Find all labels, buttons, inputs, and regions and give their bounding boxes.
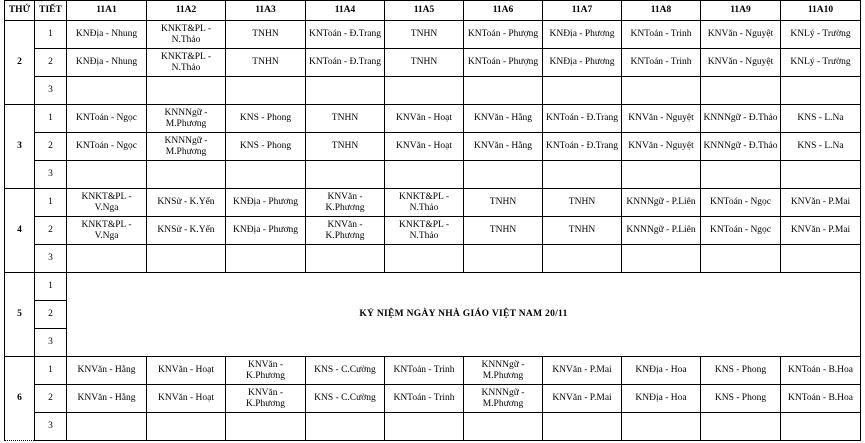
lesson-cell: [147, 217, 226, 245]
lesson-cell: [226, 77, 306, 105]
lesson-cell: [622, 105, 701, 133]
lesson-cell: [622, 217, 701, 245]
holiday-notice: KỶ NIỆM NGÀY NHÀ GIÁO VIỆT NAM 20/11: [67, 273, 861, 357]
lesson-text: KNVăn - Hoạt: [396, 141, 452, 151]
lesson-text: KNĐịa - Phương: [549, 57, 615, 67]
lesson-text: KNS - L.Na: [797, 113, 844, 123]
lesson-text: KNVăn - Hằng: [77, 393, 136, 403]
lesson-cell: [781, 49, 861, 77]
lesson-cell: [306, 189, 385, 217]
lesson-cell: [543, 385, 622, 413]
lesson-cell: [67, 385, 147, 413]
lesson-text: KNĐịa - Phương: [232, 225, 299, 235]
lesson-text: KNĐịa - Nhung: [75, 29, 138, 39]
lesson-cell: [781, 21, 861, 49]
lesson-cell: [385, 357, 464, 385]
lesson-text: KNS - Phong: [239, 141, 292, 151]
lesson-cell: [701, 161, 781, 189]
lesson-cell: [306, 77, 385, 105]
lesson-text: KNKT&PL - N.Thảo: [398, 191, 450, 213]
header-day: THỨ: [5, 1, 35, 21]
lesson-cell: [781, 105, 861, 133]
lesson-cell: [306, 413, 385, 441]
lesson-cell: [306, 21, 385, 49]
lesson-text: KNNNgữ - M.Phương: [164, 135, 208, 157]
lesson-cell: [306, 357, 385, 385]
day-label: 6: [5, 357, 35, 441]
lesson-cell: [543, 133, 622, 161]
lesson-cell: [464, 357, 543, 385]
period-number: 2: [35, 385, 67, 413]
lesson-text: TNHN: [489, 197, 517, 207]
lesson-cell: [385, 217, 464, 245]
lesson-cell: [306, 133, 385, 161]
lesson-cell: [701, 357, 781, 385]
lesson-text: KNS - C.Cường: [314, 365, 376, 375]
lesson-cell: [226, 189, 306, 217]
period-number: 2: [35, 49, 67, 77]
lesson-cell: [226, 21, 306, 49]
lesson-cell: [622, 245, 701, 273]
period-number: 1: [35, 105, 67, 133]
lesson-cell: [67, 21, 147, 49]
lesson-cell: [781, 217, 861, 245]
lesson-cell: [781, 161, 861, 189]
lesson-text: TNHN: [331, 141, 359, 151]
period-row: [5, 245, 861, 273]
lesson-text: KNNNgữ - Đ.Thảo: [703, 113, 778, 123]
header-class-11a1: 11A1: [67, 1, 147, 21]
lesson-text: KNNNgữ - Đ.Thảo: [703, 141, 778, 151]
lesson-text: KNKT&PL - N.Thảo: [398, 219, 450, 241]
lesson-cell: [701, 217, 781, 245]
lesson-cell: [464, 161, 543, 189]
lesson-cell: [226, 49, 306, 77]
lesson-cell: [701, 105, 781, 133]
period-number: 3: [35, 161, 67, 189]
lesson-cell: [226, 245, 306, 273]
lesson-text: KNVăn - Nguyệt: [628, 141, 694, 151]
lesson-text: KNVăn - Hoạt: [158, 393, 214, 403]
lesson-cell: [385, 385, 464, 413]
lesson-cell: [781, 77, 861, 105]
lesson-text: KNLý - Trường: [790, 29, 851, 39]
lesson-cell: [781, 385, 861, 413]
lesson-text: KNVăn - Hằng: [473, 141, 533, 151]
lesson-cell: [385, 49, 464, 77]
lesson-text: KNNNgữ - M.Phương: [481, 387, 525, 409]
lesson-cell: [464, 105, 543, 133]
period-number: 1: [35, 21, 67, 49]
lesson-cell: [701, 49, 781, 77]
period-row: [5, 21, 861, 49]
lesson-cell: [67, 413, 147, 441]
period-row: [5, 133, 861, 161]
lesson-text: KNĐịa - Phương: [232, 197, 299, 207]
period-number: 1: [35, 357, 67, 385]
lesson-text: KNĐịa - Nhung: [75, 57, 138, 67]
lesson-text: KNKT&PL - V.Nga: [81, 191, 132, 213]
lesson-text: KNSử - K.Yến: [157, 225, 215, 235]
lesson-text: KNSử - K.Yến: [157, 197, 215, 207]
lesson-text: KNKT&PL - V.Nga: [81, 219, 132, 241]
lesson-cell: [543, 189, 622, 217]
lesson-cell: [226, 133, 306, 161]
lesson-cell: [622, 77, 701, 105]
period-row: [5, 357, 861, 385]
lesson-text: KNS - Phong: [714, 393, 767, 403]
lesson-cell: [701, 385, 781, 413]
lesson-text: TNHN: [252, 57, 279, 67]
lesson-cell: [701, 77, 781, 105]
lesson-cell: [306, 385, 385, 413]
lesson-cell: [147, 77, 226, 105]
lesson-cell: [622, 161, 701, 189]
lesson-cell: [147, 189, 226, 217]
lesson-cell: [306, 245, 385, 273]
lesson-cell: [306, 105, 385, 133]
lesson-text: KNVăn - P.Mai: [790, 225, 851, 235]
lesson-text: KNToán - B.Hoa: [787, 393, 854, 403]
header-class-11a8: 11A8: [622, 1, 701, 21]
lesson-text: KNKT&PL - N.Thảo: [160, 23, 212, 45]
lesson-cell: [226, 357, 306, 385]
lesson-text: KNToán - Đ.Trang: [545, 113, 619, 123]
header-class-11a4: 11A4: [306, 1, 385, 21]
lesson-text: KNVăn - K.Phương: [325, 191, 365, 213]
period-row: [5, 49, 861, 77]
lesson-text: KNNNgữ - P.Liên: [626, 225, 696, 235]
lesson-text: KNVăn - K.Phương: [325, 219, 365, 241]
period-number: 2: [35, 133, 67, 161]
lesson-cell: [67, 245, 147, 273]
lesson-text: KNToán - Phượng: [467, 57, 539, 67]
lesson-text: KNToán - Đ.Trang: [308, 29, 382, 39]
period-number: 3: [35, 329, 67, 357]
lesson-cell: [67, 357, 147, 385]
lesson-cell: [385, 133, 464, 161]
period-row: [5, 161, 861, 189]
lesson-cell: [385, 105, 464, 133]
lesson-cell: [701, 189, 781, 217]
lesson-text: KNVăn - Hằng: [77, 365, 136, 375]
lesson-text: TNHN: [331, 113, 359, 123]
lesson-text: KNToán - B.Hoa: [787, 365, 854, 375]
lesson-cell: [147, 161, 226, 189]
timetable-body: [5, 21, 861, 441]
lesson-cell: [67, 49, 147, 77]
lesson-cell: [622, 385, 701, 413]
lesson-cell: [464, 245, 543, 273]
day-label: 5: [5, 273, 35, 357]
header-class-11a3: 11A3: [226, 1, 306, 21]
lesson-cell: [67, 217, 147, 245]
lesson-text: TNHN: [410, 57, 438, 67]
period-row: [5, 413, 861, 441]
lesson-cell: [781, 133, 861, 161]
lesson-cell: [147, 49, 226, 77]
lesson-text: TNHN: [489, 225, 517, 235]
lesson-cell: [226, 385, 306, 413]
lesson-cell: [543, 21, 622, 49]
period-row: [5, 77, 861, 105]
lesson-text: KNVăn - Hoạt: [158, 365, 214, 375]
lesson-text: KNVăn - Nguyệt: [707, 29, 774, 39]
lesson-text: TNHN: [252, 29, 279, 39]
header-period: TIẾT: [35, 1, 67, 21]
header-class-11a10: 11A10: [781, 1, 861, 21]
lesson-cell: [543, 49, 622, 77]
header-class-11a7: 11A7: [543, 1, 622, 21]
lesson-cell: [543, 217, 622, 245]
lesson-cell: [464, 413, 543, 441]
period-number: 2: [35, 217, 67, 245]
lesson-cell: [781, 245, 861, 273]
lesson-cell: [781, 189, 861, 217]
lesson-text: KNVăn - K.Phương: [246, 359, 285, 381]
lesson-text: KNVăn - P.Mai: [552, 365, 612, 375]
lesson-cell: [67, 77, 147, 105]
lesson-text: KNToán - Trinh: [630, 57, 692, 67]
lesson-text: KNNNgữ - M.Phương: [481, 359, 525, 381]
lesson-cell: [226, 161, 306, 189]
period-number: 3: [35, 413, 67, 441]
lesson-cell: [464, 385, 543, 413]
lesson-cell: [147, 357, 226, 385]
lesson-cell: [543, 77, 622, 105]
lesson-text: KNToán - Ngọc: [75, 113, 138, 123]
lesson-cell: [543, 161, 622, 189]
lesson-text: KNToán - Phượng: [467, 29, 539, 39]
period-row: [5, 217, 861, 245]
lesson-cell: [385, 245, 464, 273]
lesson-cell: [147, 133, 226, 161]
lesson-text: KNS - C.Cường: [314, 393, 376, 403]
lesson-text: KNVăn - K.Phương: [246, 387, 285, 409]
lesson-cell: [701, 133, 781, 161]
lesson-cell: [147, 245, 226, 273]
lesson-cell: [385, 189, 464, 217]
lesson-cell: [464, 189, 543, 217]
lesson-text: KNVăn - P.Mai: [790, 197, 851, 207]
lesson-text: KNS - Phong: [714, 365, 767, 375]
lesson-cell: [306, 49, 385, 77]
period-row: [5, 385, 861, 413]
lesson-cell: [622, 49, 701, 77]
period-number: 2: [35, 301, 67, 329]
lesson-cell: [385, 161, 464, 189]
lesson-cell: [67, 133, 147, 161]
period-number: 3: [35, 77, 67, 105]
lesson-text: KNNNgữ - P.Liên: [626, 197, 696, 207]
lesson-text: KNToán - Đ.Trang: [545, 141, 619, 151]
lesson-cell: [622, 357, 701, 385]
lesson-cell: [622, 133, 701, 161]
lesson-cell: [781, 413, 861, 441]
lesson-text: TNHN: [410, 29, 438, 39]
lesson-cell: [67, 189, 147, 217]
lesson-text: KNS - L.Na: [797, 141, 844, 151]
lesson-cell: [385, 21, 464, 49]
lesson-cell: [622, 21, 701, 49]
lesson-text: KNĐịa - Hoa: [635, 393, 687, 403]
lesson-cell: [543, 105, 622, 133]
lesson-cell: [385, 413, 464, 441]
lesson-cell: [464, 217, 543, 245]
timetable: [4, 0, 861, 441]
lesson-cell: [147, 413, 226, 441]
lesson-cell: [226, 217, 306, 245]
lesson-text: KNNNgữ - M.Phương: [164, 107, 208, 129]
lesson-cell: [543, 357, 622, 385]
period-row: [5, 273, 861, 301]
period-number: 1: [35, 189, 67, 217]
lesson-text: TNHN: [568, 225, 596, 235]
lesson-cell: [701, 245, 781, 273]
lesson-cell: [464, 133, 543, 161]
lesson-text: KNVăn - Hằng: [473, 113, 533, 123]
lesson-cell: [385, 77, 464, 105]
lesson-text: KNToán - Ngọc: [75, 141, 138, 151]
day-label: 3: [5, 105, 35, 189]
lesson-cell: [226, 413, 306, 441]
lesson-cell: [67, 161, 147, 189]
lesson-text: KNVăn - Hoạt: [396, 113, 452, 123]
lesson-text: KNToán - Trinh: [393, 365, 455, 375]
lesson-cell: [464, 21, 543, 49]
lesson-text: KNToán - Trinh: [393, 393, 455, 403]
period-row: [5, 189, 861, 217]
period-number: 3: [35, 245, 67, 273]
lesson-text: KNToán - Trinh: [630, 29, 692, 39]
header-class-11a9: 11A9: [701, 1, 781, 21]
lesson-cell: [701, 413, 781, 441]
lesson-text: KNĐịa - Hoa: [635, 365, 687, 375]
lesson-text: KNToán - Ngọc: [709, 225, 772, 235]
lesson-text: KNKT&PL - N.Thảo: [160, 51, 212, 73]
header-class-11a6: 11A6: [464, 1, 543, 21]
lesson-text: KNVăn - Nguyệt: [707, 57, 774, 67]
lesson-cell: [622, 189, 701, 217]
lesson-cell: [226, 105, 306, 133]
lesson-text: KNVăn - Nguyệt: [628, 113, 694, 123]
lesson-cell: [147, 105, 226, 133]
lesson-text: KNToán - Ngọc: [709, 197, 772, 207]
lesson-text: KNVăn - P.Mai: [552, 393, 612, 403]
lesson-cell: [543, 413, 622, 441]
lesson-text: KNS - Phong: [239, 113, 292, 123]
lesson-cell: [701, 21, 781, 49]
lesson-text: KNĐịa - Phương: [549, 29, 615, 39]
day-label: 4: [5, 189, 35, 273]
lesson-cell: [147, 385, 226, 413]
lesson-cell: [543, 245, 622, 273]
lesson-text: KNLý - Trường: [790, 57, 851, 67]
lesson-cell: [67, 105, 147, 133]
lesson-cell: [306, 217, 385, 245]
lesson-cell: [464, 49, 543, 77]
lesson-text: KNToán - Đ.Trang: [308, 57, 382, 67]
header-row: [5, 1, 861, 21]
lesson-cell: [622, 413, 701, 441]
lesson-text: TNHN: [568, 197, 596, 207]
lesson-cell: [147, 21, 226, 49]
lesson-cell: [781, 357, 861, 385]
period-row: [5, 105, 861, 133]
period-number: 1: [35, 273, 67, 301]
lesson-cell: [306, 161, 385, 189]
header-class-11a5: 11A5: [385, 1, 464, 21]
day-label: 2: [5, 21, 35, 105]
header-class-11a2: 11A2: [147, 1, 226, 21]
lesson-cell: [464, 77, 543, 105]
